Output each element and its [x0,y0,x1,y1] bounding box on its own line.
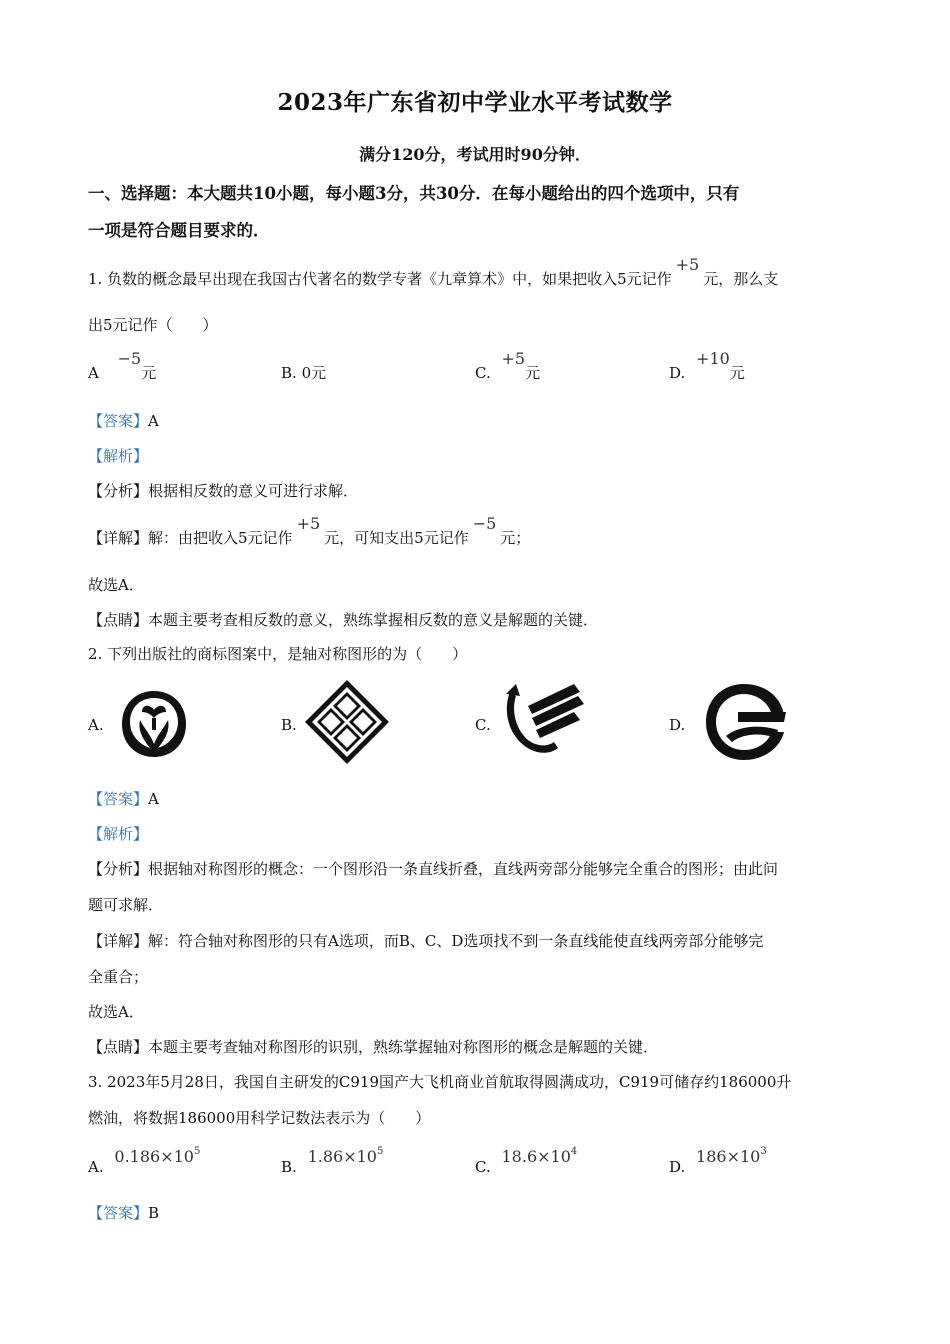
q3-stem-line2: 燃油，将数据186000用科学记数法表示为（ ） [88,1109,431,1127]
q1-stem-line1: 1. 负数的概念最早出现在我国古代著名的数学专著《九章算术》中，如果把收入5元记作+5元，那么支 [88,255,779,288]
q2-detail-line2: 全重合； [88,968,149,986]
q2-option-c-label: C. [475,716,491,734]
q2-option-d-label: D. [669,716,686,734]
q1-option-a: A −5元 [88,349,157,382]
q3-option-b: B. $1.86\times 10^5$ [281,1146,384,1176]
q1-option-b: B. 0元 [281,364,327,382]
q2-choose: 故选A． [88,1003,144,1021]
exam-info: 满分120分，考试用时90分钟． [359,145,591,164]
q2-fenxi-line1: 【分析】根据轴对称图形的概念：一个图形沿一条直线折叠，直线两旁部分能够完全重合的图形；由此问 [88,860,779,878]
q3-option-a: A. $0.186\times 10^5$ [88,1146,201,1176]
q3-stem-line1: 3. 2023年5月28日，我国自主研发的C919国产大飞机商业首航取得圆满成功，C919可储存约186000升 [88,1073,792,1091]
q1-stem-line2: 出5元记作（ ） [88,316,218,334]
q1-detail: 【详解】解：由把收入5元记作+5元，可知支出5元记作−5元； [88,514,531,547]
page-title: 2023年广东省初中学业水平考试数学 [277,89,673,116]
q2-logo-a-icon [118,688,190,760]
q2-stem: 2. 下列出版社的商标图案中，是轴对称图形的为（ ） [88,645,468,663]
q1-option-c: C. +5元 [475,349,541,382]
q1-comment: 【点睛】本题主要考查相反数的意义，熟练掌握相反数的意义是解题的关键． [88,611,599,629]
q2-detail-line1: 【详解】解：符合轴对称图形的只有A选项，而B、C、D选项找不到一条直线能使直线两旁部分能够完 [88,932,764,950]
q1-fenxi: 【分析】根据相反数的意义可进行求解． [88,482,359,500]
q2-answer: 【答案】A [88,790,159,808]
q3-option-d: D. $186\times 10^3$ [669,1146,767,1176]
q3-option-c: C. $18.6\times 10^4$ [475,1146,578,1176]
q2-option-a-label: A. [88,716,104,734]
q1-choose: 故选A． [88,576,144,594]
q1-analysis-tag: 【解析】 [88,447,149,465]
section-heading-line1: 一、选择题：本大题共10小题，每小题3分，共30分．在每小题给出的四个选项中，只有 [88,184,740,203]
q2-comment: 【点睛】本题主要考查轴对称图形的识别，熟练掌握轴对称图形的概念是解题的关键． [88,1038,659,1056]
section-heading-line2: 一项是符合题目要求的． [88,221,270,240]
q2-analysis-tag: 【解析】 [88,825,149,843]
q1-answer: 【答案】A [88,412,159,430]
q2-option-b-label: B. [281,716,297,734]
q2-fenxi-line2: 题可求解． [88,896,164,914]
q2-logo-c-icon [502,676,590,760]
q3-answer: 【答案】B [88,1204,160,1222]
q2-logo-d-icon [704,682,788,762]
q2-logo-b-icon [303,678,391,766]
q1-option-d: D. +10元 [669,349,745,382]
